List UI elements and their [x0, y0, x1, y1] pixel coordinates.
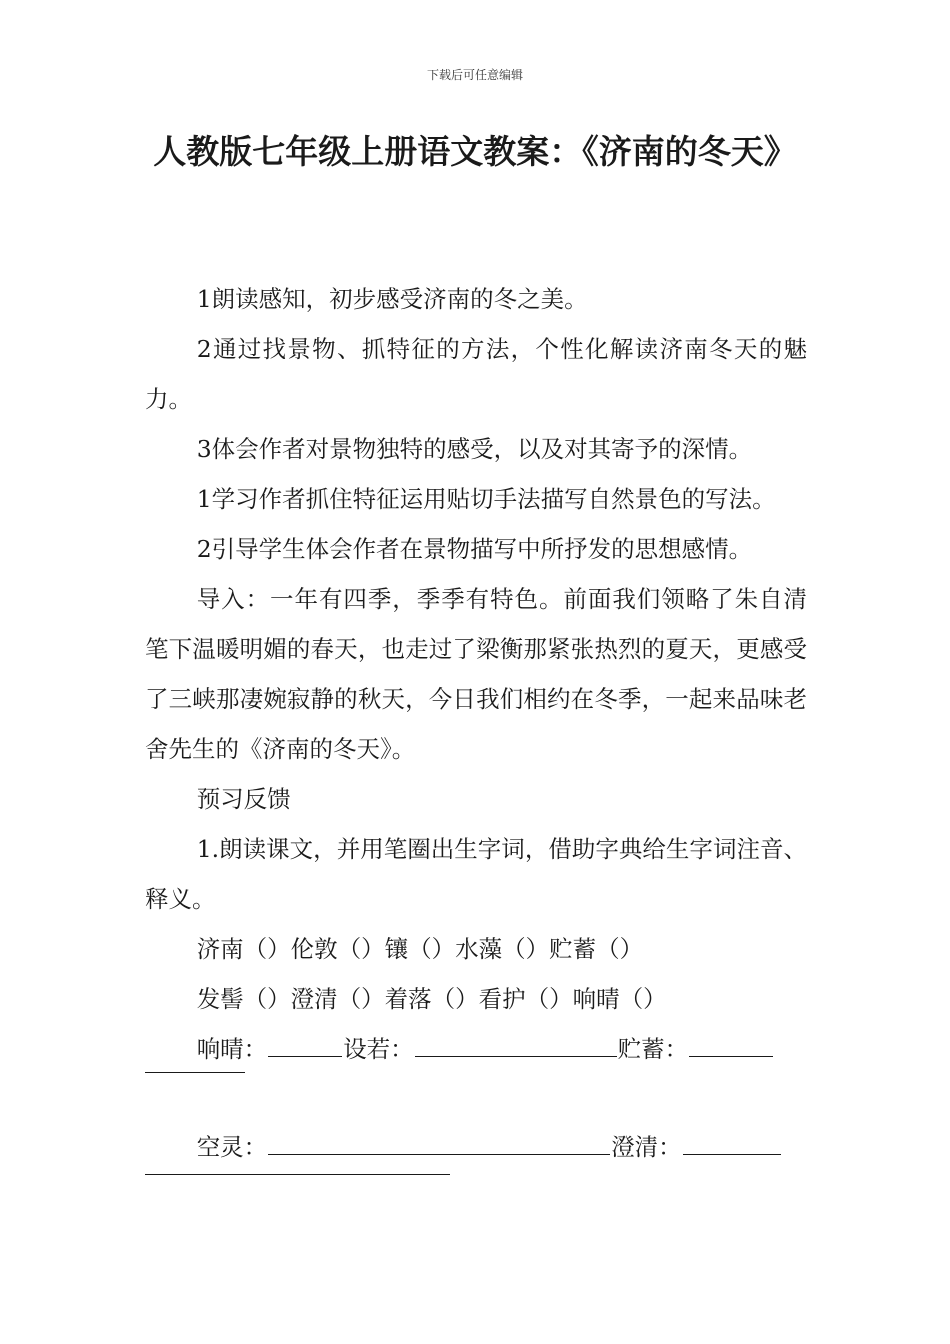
preview-task-1: 1.朗读课文，并用笔圈出生字词，借助字典给生字词注音、释义。: [145, 835, 807, 913]
answer-blank[interactable]: [415, 1034, 617, 1057]
definition-row-2: [145, 1122, 807, 1172]
definition-row-2-continuation: [145, 1172, 807, 1202]
focus-1: 1学习作者抓住特征运用贴切手法描写自然景色的写法。: [196, 485, 776, 513]
definition-row-1-continuation: [145, 1074, 807, 1108]
term-label: 贮蓄：: [617, 1035, 689, 1063]
document-title: 人教版七年级上册语文教案：《济南的冬天》: [153, 132, 797, 171]
term-label: 空灵：: [196, 1133, 268, 1161]
header-note: 下载后可任意编辑: [426, 68, 523, 82]
objective-1: 1朗读感知，初步感受济南的冬之美。: [196, 285, 588, 313]
term-label: 澄清：: [611, 1133, 682, 1161]
term-label: 响晴：: [196, 1035, 268, 1063]
answer-blank[interactable]: [683, 1132, 781, 1155]
term-label: 设若：: [343, 1035, 414, 1063]
answer-blank[interactable]: [268, 1132, 610, 1155]
objective-2: 2通过找景物、抓特征的方法，个性化解读济南冬天的魅力。: [145, 335, 807, 413]
answer-blank[interactable]: [689, 1034, 773, 1057]
introduction: 导入：一年有四季，季季有特色。前面我们领略了朱自清笔下温暖明媚的春天，也走过了梁衡那紧张热烈的夏天，更感受了三峡那凄婉寂静的秋天，今日我们相约在冬季，一起来品味老舍先生的《济南的冬天》。: [145, 585, 807, 763]
answer-blank[interactable]: [145, 1072, 245, 1073]
preview-heading: 预习反馈: [196, 785, 291, 813]
answer-blank[interactable]: [145, 1174, 450, 1175]
objective-3: 3体会作者对景物独特的感受，以及对其寄予的深情。: [196, 435, 753, 463]
vocab-row-1: 济南（）伦敦（）镶（）水藻（）贮蓄（）: [196, 935, 644, 963]
document-body: [145, 274, 807, 1202]
vocab-row-2: 发髻（）澄清（）着落（）看护（）响晴（）: [196, 985, 667, 1013]
answer-blank[interactable]: [268, 1034, 342, 1057]
definition-row-1: [145, 1024, 807, 1074]
focus-2: 2引导学生体会作者在景物描写中所抒发的思想感情。: [196, 535, 753, 563]
